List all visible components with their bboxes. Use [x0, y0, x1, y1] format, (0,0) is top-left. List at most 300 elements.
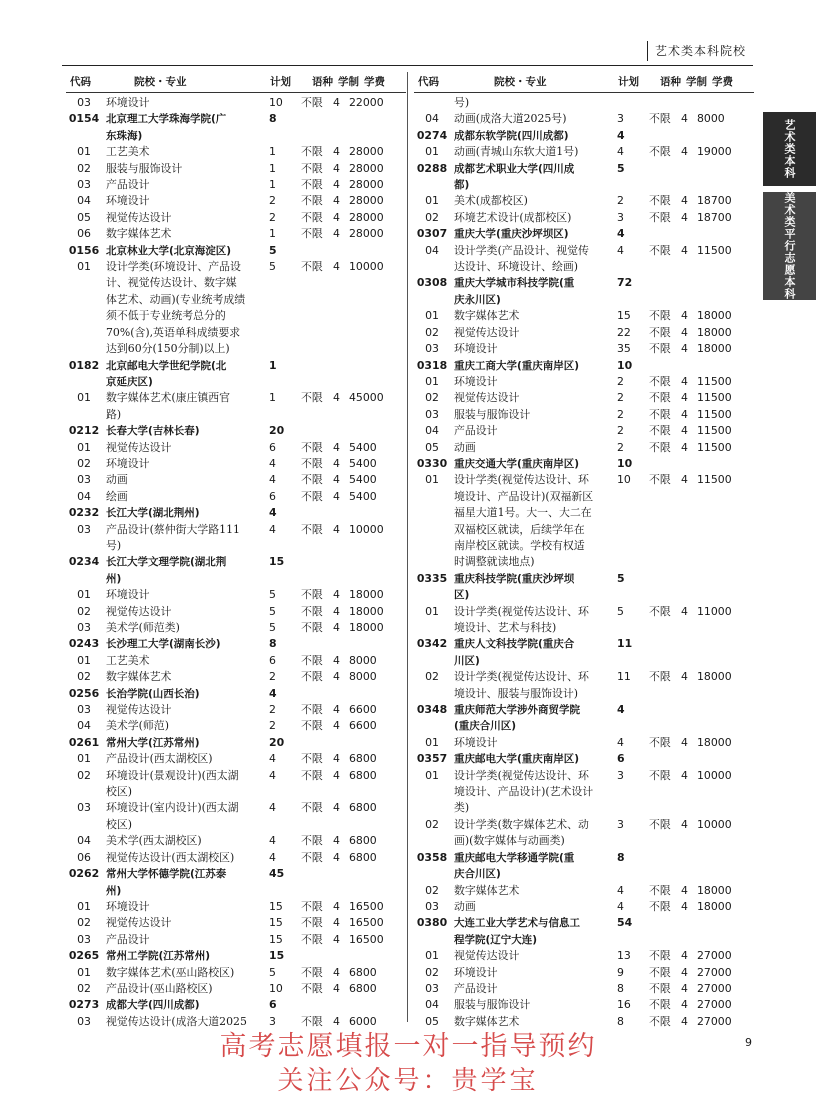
cell-plan: 8	[617, 850, 625, 864]
cell-plan: 3	[617, 768, 624, 782]
cell-fee: 18000	[697, 342, 732, 356]
cell-years	[681, 718, 695, 734]
cell-major-name: 环境设计	[106, 194, 150, 208]
cell-fee	[347, 374, 395, 390]
cell-code: 01	[77, 899, 91, 913]
cell-plan: 4	[269, 768, 276, 782]
cell-plan	[267, 817, 301, 833]
cell-lang: 不限	[649, 1014, 671, 1028]
cell-plan: 15	[269, 932, 283, 946]
cell-lang: 不限	[649, 998, 671, 1012]
cell-plan: 4	[269, 752, 276, 766]
cell-lang: 不限	[301, 161, 323, 175]
cell-lang: 不限	[301, 801, 323, 815]
cell-fee: 10000	[349, 260, 384, 274]
cell-plan: 72	[617, 276, 633, 290]
cell-years	[333, 128, 347, 144]
cell-fee	[347, 883, 395, 899]
cell-lang: 不限	[649, 604, 671, 618]
cell-years: 4	[333, 145, 340, 159]
cell-fee: 27000	[697, 949, 732, 963]
cell-plan: 10	[269, 981, 283, 995]
cell-lang	[649, 177, 681, 193]
table-row	[66, 817, 406, 833]
cell-years: 4	[333, 899, 340, 913]
cell-major-name: 校区)	[106, 817, 133, 831]
header-lang: 语种	[660, 76, 681, 88]
cell-fee	[695, 800, 743, 816]
cell-fee: 27000	[697, 1014, 732, 1028]
cell-major-name: 数字媒体艺术	[454, 883, 520, 897]
cell-lang: 不限	[649, 374, 671, 388]
cell-lang: 不限	[649, 112, 671, 126]
cell-fee: 18000	[697, 309, 732, 323]
side-tab-art-undergrad[interactable]: 艺术类本科	[763, 112, 816, 186]
cell-school-name: 北京邮电大学世纪学院(北	[106, 359, 227, 372]
cell-fee	[347, 866, 395, 882]
cell-code: 02	[425, 817, 439, 831]
cell-fee	[695, 161, 743, 177]
cell-major-name: 数字媒体艺术	[454, 1014, 520, 1028]
cell-major-name: 产品设计(西太湖校区)	[106, 752, 213, 766]
table-row	[414, 604, 754, 620]
cell-code: 04	[77, 719, 91, 733]
cell-code: 0288	[416, 161, 448, 175]
cell-code: 0307	[416, 227, 448, 241]
left-table-body	[66, 92, 406, 1030]
cell-years: 4	[333, 752, 340, 766]
school-row	[414, 292, 754, 308]
cell-code: 01	[77, 440, 91, 454]
header-code: 代码	[418, 76, 439, 88]
cell-school-name: 重庆工商大学(重庆南岸区)	[454, 359, 580, 372]
cell-lang	[301, 128, 333, 144]
cell-plan	[267, 374, 301, 390]
cell-code: 0358	[416, 850, 448, 864]
cell-major-name: 视觉传达设计	[454, 391, 520, 405]
cell-plan	[615, 259, 649, 275]
cell-major-name: 境设计、产品设计)(艺术设计	[454, 785, 594, 799]
table-row	[66, 489, 406, 505]
cell-fee	[695, 915, 743, 931]
table-row	[66, 768, 406, 784]
cell-years	[681, 571, 695, 587]
cell-plan: 11	[617, 670, 631, 684]
cell-major-name: 境设计、艺术与科技)	[454, 621, 557, 634]
cell-school-name: 程学院(辽宁大连)	[454, 933, 538, 946]
cell-years	[333, 784, 347, 800]
cell-lang	[301, 686, 333, 702]
cell-plan	[615, 554, 649, 570]
cell-fee	[695, 932, 743, 948]
table-row	[414, 735, 754, 751]
cell-plan: 6	[617, 752, 625, 766]
cell-major-name: 福星大道1号。大一、大二在	[454, 506, 592, 520]
cell-lang	[301, 817, 333, 833]
cell-fee: 11500	[697, 473, 732, 487]
table-row	[66, 308, 406, 324]
cell-lang: 不限	[649, 965, 671, 979]
cell-years	[681, 784, 695, 800]
cell-fee	[347, 325, 395, 341]
cell-major-name: 服装与服饰设计	[106, 161, 183, 175]
page-number: 9	[745, 1036, 752, 1049]
cell-lang	[649, 620, 681, 636]
cell-lang: 不限	[301, 768, 323, 782]
table-row	[414, 899, 754, 915]
cell-years	[333, 817, 347, 833]
cell-lang	[301, 308, 333, 324]
cell-school-name: 京延庆区)	[106, 375, 153, 388]
cell-lang	[301, 423, 333, 439]
cell-school-name: 重庆科技学院(重庆沙坪坝	[454, 572, 575, 585]
cell-years	[681, 522, 695, 538]
cell-years	[681, 489, 695, 505]
table-row	[414, 800, 754, 816]
cell-plan	[615, 932, 649, 948]
cell-years: 4	[333, 260, 340, 274]
cell-code	[66, 883, 102, 899]
cell-fee	[695, 686, 743, 702]
cell-lang	[649, 587, 681, 603]
cell-school-name: 长沙理工大学(湖南长沙)	[106, 638, 221, 651]
table-row	[414, 308, 754, 324]
cell-years: 4	[681, 342, 688, 356]
cell-years	[681, 932, 695, 948]
table-row	[414, 981, 754, 997]
cell-fee: 27000	[697, 998, 732, 1012]
cell-years	[333, 554, 347, 570]
cell-major-name: 环境设计	[106, 588, 150, 602]
cell-plan: 4	[269, 801, 276, 815]
cell-major-name: 设计学类(视觉传达设计、环	[454, 604, 589, 618]
column-divider	[407, 72, 408, 1022]
cell-major-name: 环境设计	[454, 735, 498, 749]
cell-code	[66, 275, 102, 291]
cell-fee: 5400	[349, 489, 377, 503]
cell-code: 0262	[68, 867, 100, 881]
cell-lang: 不限	[649, 309, 671, 323]
cell-code: 02	[425, 391, 439, 405]
school-row	[414, 571, 754, 587]
cell-lang: 不限	[649, 440, 671, 454]
cell-plan: 11	[617, 637, 633, 651]
cell-plan: 1	[269, 358, 277, 372]
cell-major-name: 数字媒体艺术	[106, 227, 172, 241]
cell-fee: 10000	[349, 522, 384, 536]
cell-code: 03	[77, 178, 91, 192]
side-tab-fine-art-parallel[interactable]: 美术类平行志愿本科	[763, 192, 816, 300]
cell-plan: 2	[269, 194, 276, 208]
table-row	[66, 538, 406, 554]
cell-fee: 6800	[349, 768, 377, 782]
cell-fee: 28000	[349, 161, 384, 175]
cell-years: 4	[681, 325, 688, 339]
cell-lang	[649, 226, 681, 242]
cell-years	[333, 948, 347, 964]
table-row	[66, 718, 406, 734]
table-row	[414, 538, 754, 554]
cell-years: 4	[333, 932, 340, 946]
cell-code: 02	[77, 456, 91, 470]
cell-lang: 不限	[649, 342, 671, 356]
cell-plan	[267, 325, 301, 341]
table-row	[66, 275, 406, 291]
cell-fee	[695, 292, 743, 308]
cell-plan: 5	[617, 161, 625, 175]
table-row	[414, 390, 754, 406]
cell-years: 4	[333, 670, 340, 684]
cell-major-name: 美术学(西太湖校区)	[106, 834, 202, 848]
cell-lang	[301, 784, 333, 800]
cell-fee	[695, 226, 743, 242]
table-row	[66, 899, 406, 915]
cell-code: 03	[77, 801, 91, 815]
cell-fee: 18000	[697, 883, 732, 897]
cell-fee	[347, 423, 395, 439]
cell-plan	[615, 505, 649, 521]
cell-code	[66, 784, 102, 800]
cell-lang	[301, 636, 333, 652]
table-row	[66, 800, 406, 816]
cell-years	[333, 292, 347, 308]
school-row	[414, 932, 754, 948]
cell-lang	[649, 784, 681, 800]
cell-plan	[615, 686, 649, 702]
cell-fee: 28000	[349, 145, 384, 159]
cell-lang	[649, 358, 681, 374]
table-row	[66, 177, 406, 193]
school-row	[66, 997, 406, 1013]
cell-years: 4	[333, 178, 340, 192]
school-row	[66, 111, 406, 127]
cell-plan: 4	[617, 145, 624, 159]
cell-fee: 5400	[349, 456, 377, 470]
table-row	[66, 226, 406, 242]
cell-major-name: 数字媒体艺术(巫山路校区)	[106, 965, 235, 979]
cell-fee: 6000	[349, 1014, 377, 1028]
cell-lang: 不限	[301, 440, 323, 454]
cell-plan	[267, 784, 301, 800]
cell-fee: 19000	[697, 145, 732, 159]
cell-code: 04	[77, 834, 91, 848]
cell-major-name: 产品设计	[106, 932, 150, 946]
cell-major-name: 号)	[454, 96, 470, 109]
cell-plan: 3	[617, 817, 624, 831]
cell-fee: 18000	[349, 604, 384, 618]
cell-school-name: 长治学院(山西长治)	[106, 687, 200, 700]
cell-fee	[347, 407, 395, 423]
cell-code	[414, 587, 450, 603]
cell-major-name: 视觉传达设计	[454, 949, 520, 963]
cell-plan: 4	[617, 899, 624, 913]
cell-lang	[649, 571, 681, 587]
cell-years	[681, 702, 695, 718]
table-row	[66, 522, 406, 538]
cell-major-name: 动画(青城山东软大道1号)	[454, 145, 579, 159]
table-row	[414, 522, 754, 538]
cell-years: 4	[681, 817, 688, 831]
table-row	[414, 243, 754, 259]
cell-fee: 10000	[697, 768, 732, 782]
cell-fee	[695, 259, 743, 275]
cell-years	[681, 587, 695, 603]
table-row	[66, 407, 406, 423]
cell-fee: 18700	[697, 194, 732, 208]
cell-lang	[649, 522, 681, 538]
cell-plan: 15	[269, 555, 285, 569]
cell-code	[414, 259, 450, 275]
cell-years	[681, 866, 695, 882]
cell-lang: 不限	[301, 916, 323, 930]
cell-fee	[695, 620, 743, 636]
cell-school-name: 北京林业大学(北京海淀区)	[106, 244, 232, 257]
table-row	[414, 472, 754, 488]
cell-fee	[347, 948, 395, 964]
cell-fee: 45000	[349, 391, 384, 405]
cell-years: 4	[681, 473, 688, 487]
cell-code: 01	[425, 194, 439, 208]
cell-fee	[695, 833, 743, 849]
cell-lang	[649, 128, 681, 144]
cell-plan: 4	[269, 473, 276, 487]
cell-fee	[347, 538, 395, 554]
cell-lang: 不限	[301, 604, 323, 618]
cell-fee: 18700	[697, 210, 732, 224]
cell-plan	[267, 128, 301, 144]
cell-plan: 4	[617, 703, 625, 717]
cell-school-name: 长江大学(湖北荆州)	[106, 507, 200, 520]
cell-years: 4	[333, 96, 340, 109]
school-row	[414, 226, 754, 242]
cell-plan: 4	[269, 506, 277, 520]
cell-code: 04	[425, 424, 439, 438]
cell-school-name: 北京理工大学珠海学院(广	[106, 113, 227, 126]
cell-plan: 15	[617, 309, 631, 323]
cell-major-name: 境设计、产品设计)(双福新区	[454, 489, 594, 503]
header-fee: 学费	[712, 76, 733, 88]
table-row	[414, 554, 754, 570]
cell-lang	[301, 997, 333, 1013]
school-row	[414, 128, 754, 144]
cell-fee: 11000	[697, 604, 732, 618]
cell-fee: 16500	[349, 932, 384, 946]
cell-lang	[301, 243, 333, 259]
cell-years: 4	[681, 965, 688, 979]
cell-code	[66, 538, 102, 554]
table-row	[66, 784, 406, 800]
cell-major-name: 数字媒体艺术	[454, 309, 520, 323]
cell-code	[66, 308, 102, 324]
cell-fee: 8000	[697, 112, 725, 126]
cell-lang	[649, 554, 681, 570]
table-row	[66, 161, 406, 177]
cell-school-name: 州)	[106, 884, 122, 897]
table-row	[414, 817, 754, 833]
cell-major-name: 环境设计	[454, 374, 498, 388]
cell-code: 0342	[416, 637, 448, 651]
cell-plan: 6	[269, 440, 276, 454]
cell-school-name: 常州大学(江苏常州)	[106, 736, 200, 749]
cell-lang	[649, 95, 681, 111]
cell-fee	[695, 505, 743, 521]
cell-lang	[649, 456, 681, 472]
table-row	[414, 423, 754, 439]
cell-school-name: 州)	[106, 572, 122, 585]
cell-fee	[695, 571, 743, 587]
table-row	[66, 915, 406, 931]
cell-plan	[615, 620, 649, 636]
header-code: 代码	[70, 76, 91, 88]
cell-fee	[347, 275, 395, 291]
left-column	[66, 70, 406, 1030]
cell-years	[333, 423, 347, 439]
table-row	[66, 604, 406, 620]
cell-plan: 54	[617, 916, 633, 930]
cell-years: 4	[681, 243, 688, 257]
cell-plan: 10	[617, 358, 633, 372]
cell-lang: 不限	[649, 424, 671, 438]
cell-years	[681, 161, 695, 177]
school-row	[414, 850, 754, 866]
cell-fee: 11500	[697, 243, 732, 257]
cell-code: 01	[425, 735, 439, 749]
cell-fee: 28000	[349, 194, 384, 208]
cell-major-name: 产品设计(巫山路校区)	[106, 981, 213, 995]
cell-code: 0357	[416, 752, 448, 766]
table-row	[66, 259, 406, 275]
cell-code: 03	[77, 932, 91, 946]
cell-major-name: 动画	[454, 440, 476, 454]
school-row	[414, 653, 754, 669]
cell-fee	[347, 292, 395, 308]
cell-lang	[649, 932, 681, 948]
cell-major-name: 设计学类(视觉传达设计、环	[454, 768, 589, 782]
footer-watermark-line1: 高考志愿填报一对一指导预约	[219, 1031, 597, 1062]
cell-plan: 8	[617, 1014, 624, 1028]
cell-major-name: 视觉传达设计	[106, 440, 172, 454]
cell-major-name: 视觉传达设计(成洛大道2025	[106, 1014, 247, 1028]
cell-code: 0330	[416, 456, 448, 470]
cell-plan: 5	[269, 260, 276, 274]
cell-years	[681, 833, 695, 849]
cell-years	[681, 800, 695, 816]
cell-years: 4	[333, 965, 340, 979]
cell-fee	[347, 817, 395, 833]
cell-fee	[347, 784, 395, 800]
cell-lang: 不限	[649, 325, 671, 339]
cell-lang: 不限	[301, 834, 323, 848]
cell-lang: 不限	[301, 260, 323, 274]
cell-years	[681, 653, 695, 669]
school-row	[66, 686, 406, 702]
table-row	[414, 95, 754, 111]
cell-years: 4	[333, 473, 340, 487]
cell-plan: 22	[617, 325, 631, 339]
table-row	[66, 833, 406, 849]
header-plan: 计划	[618, 76, 639, 88]
cell-major-name: 产品设计	[454, 981, 498, 995]
school-row	[66, 883, 406, 899]
table-row	[66, 932, 406, 948]
cell-code	[414, 686, 450, 702]
cell-school-name: (重庆合川区)	[454, 720, 517, 733]
cell-plan	[615, 177, 649, 193]
cell-code: 02	[425, 965, 439, 979]
cell-code: 01	[425, 949, 439, 963]
cell-fee	[695, 784, 743, 800]
school-row	[414, 177, 754, 193]
